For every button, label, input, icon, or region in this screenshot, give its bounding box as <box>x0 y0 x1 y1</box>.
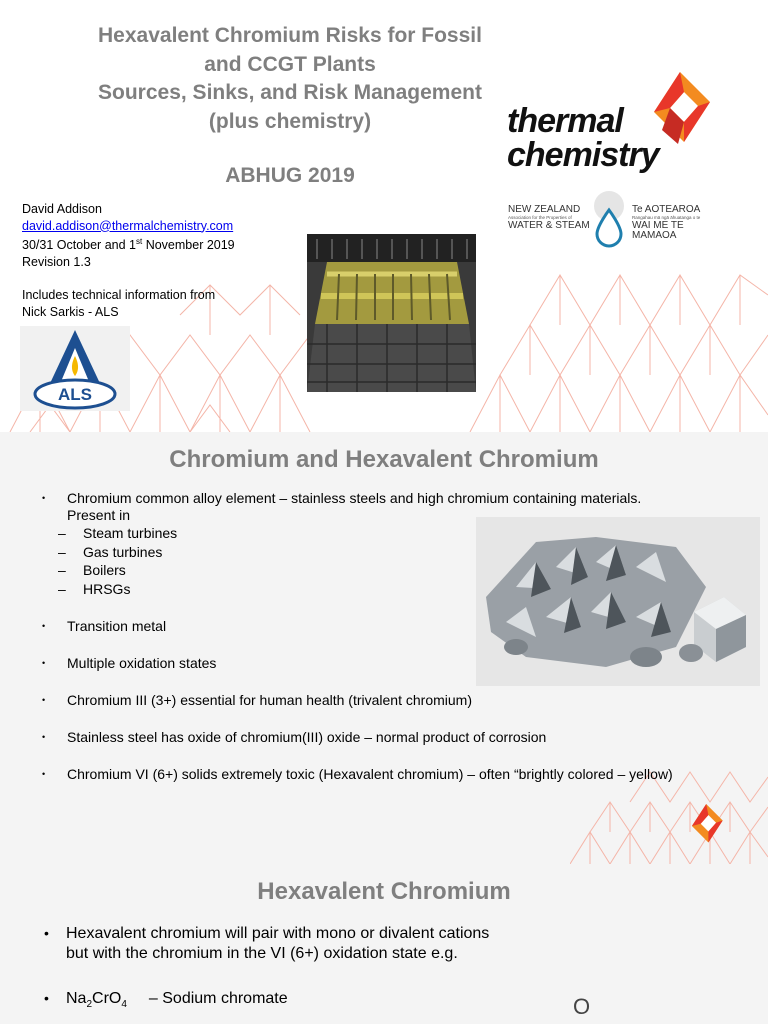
date-suffix: November 2019 <box>142 238 235 253</box>
date-prefix: 30/31 October and 1 <box>22 238 136 253</box>
title-line: (plus chemistry) <box>208 109 372 133</box>
event-name: ABHUG 2019 <box>225 164 355 187</box>
formula-part: Na <box>66 990 87 1007</box>
formula-subscript: 2 <box>86 999 93 1011</box>
als-logo-text: ALS <box>58 385 92 404</box>
formula-description: – Sodium chromate <box>148 990 288 1007</box>
nz-logo-right-text <box>632 205 723 241</box>
credit-line: Includes technical information from <box>22 288 216 303</box>
bullet-item: • Chromium III (3+) essential for human health (trivalent chromium) <box>40 692 740 709</box>
thermal-chemistry-logo <box>507 104 659 172</box>
als-logo-icon <box>20 326 130 411</box>
hexavalent-chromium-slide <box>0 864 768 1024</box>
als-logo-box <box>20 326 130 411</box>
brand-diamond-icon <box>684 804 724 848</box>
chromium-slide <box>0 432 768 864</box>
formula-part: CrO <box>92 990 122 1007</box>
sub-bullet-item: – HRSGs <box>40 580 740 599</box>
hexavalent-bullet-list <box>44 924 504 1015</box>
nz-left-main-2: WATER & STEAM <box>508 220 590 231</box>
author-email-link[interactable]: david.addison@thermalchemistry.com <box>22 218 234 233</box>
oxygen-atom-label: O <box>573 994 591 1019</box>
presentation-title <box>40 22 540 136</box>
author-block <box>22 201 235 320</box>
title-line: and CCGT Plants <box>204 52 376 76</box>
bullet-item: • Chromium VI (6+) solids extremely toxic (Hexavalent chromium) – often “brightly colored – yellow) <box>40 766 740 783</box>
sub-bullet-item: – Boilers <box>40 561 740 580</box>
bullet-item-formula <box>44 989 504 1015</box>
sub-bullet-item: – Steam turbines <box>40 524 740 543</box>
brand-word-thermal: thermal <box>507 102 623 140</box>
nz-left-small: Association for the Properties of <box>508 215 572 220</box>
nz-left-main-1: NEW ZEALAND <box>508 204 581 215</box>
bullet-item: • Transition metal <box>40 618 740 635</box>
bullet-item: • Hexavalent chromium will pair with mono or divalent cations but with the chromium in the VI (6+) oxidation state e.g. <box>44 924 504 963</box>
water-drop-icon <box>592 188 626 248</box>
nz-right-small: Rangahau mā ngā āhuatanga o te <box>632 215 701 220</box>
bullet-item: • Stainless steel has oxide of chromium(III) oxide – normal product of corrosion <box>40 729 740 746</box>
chromium-bullet-list <box>40 490 740 783</box>
sub-bullet-item: – Gas turbines <box>40 543 740 562</box>
corroded-rotor-photo <box>307 234 476 392</box>
title-line: Hexavalent Chromium Risks for Fossil <box>98 24 482 47</box>
author-name: David Addison <box>22 202 102 216</box>
brand-word-chemistry: chemistry <box>507 136 659 174</box>
credit-line: Nick Sarkis - ALS <box>22 304 119 319</box>
title-slide <box>0 0 768 432</box>
nz-logo-left-text <box>508 205 590 231</box>
presentation-date <box>22 234 235 254</box>
nz-right-main-2: WAI ME TE MAMAOA <box>632 220 684 241</box>
title-line: Sources, Sinks, and Risk Management <box>98 81 482 104</box>
brand-diamond-icon <box>640 72 712 172</box>
date-superscript: st <box>135 237 143 246</box>
spacer <box>22 270 235 287</box>
nz-right-main-1: Te AOTEAROA <box>632 204 701 215</box>
revision-label: Revision 1.3 <box>22 254 91 269</box>
nz-water-steam-logo <box>508 188 723 248</box>
bullet-item: • Multiple oxidation states <box>40 655 740 672</box>
formula-subscript: 4 <box>121 999 127 1011</box>
slide-title: Chromium and Hexavalent Chromium <box>169 446 599 473</box>
bullet-item: • Chromium common alloy element – stainless steels and high chromium containing materials. Present in <box>40 490 677 524</box>
slide-title: Hexavalent Chromium <box>257 878 511 905</box>
